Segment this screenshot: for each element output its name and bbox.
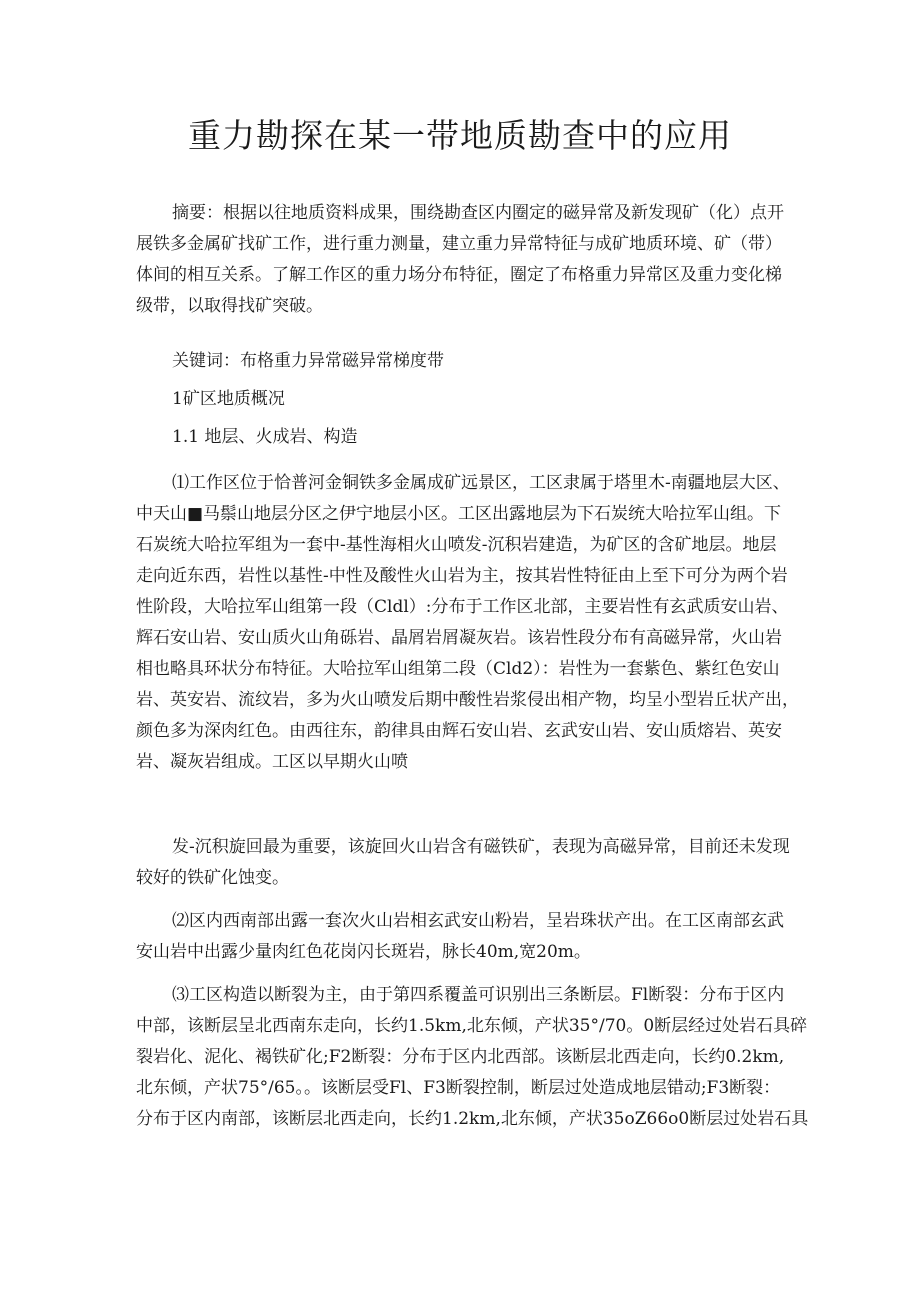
paragraph-line: 北东倾，产状75°/65。。该断层受Fl、F3断裂控制，断层过处造成地层错动;F3断裂： — [136, 1078, 781, 1098]
paragraph-line: 分布于区内南部，该断层北西走向，长约1.2km,北东倾，产状35oZ66o0断层过处岩石具 — [136, 1109, 809, 1129]
paragraph-1-continued — [136, 832, 796, 894]
paragraph-line: 性阶段，大哈拉军山组第一段（Cldl）:分布于工作区北部，主要岩性有玄武质安山岩、 — [136, 597, 789, 617]
abstract-paragraph — [136, 198, 796, 322]
paragraph-line: 石炭统大哈拉军组为一套中-基性海相火山喷发-沉积岩建造，为矿区的含矿地层。地层 — [136, 535, 777, 555]
paragraph-line: ⑶工区构造以断裂为主，由于第四系覆盖可识别出三条断层。Fl断裂：分布于区内 — [172, 985, 785, 1005]
subsection-heading — [136, 422, 796, 453]
paragraph-line: ⑵区内西南部出露一套次火山岩相玄武安山粉岩，呈岩珠状产出。在工区南部玄武 — [172, 911, 784, 931]
paragraph-line: 中部，该断层呈北西南东走向，长约1.5km,北东倾，产状35°/70。0断层经过处岩石具碎 — [136, 1016, 808, 1036]
section-1-heading: 1矿区地质概况 — [172, 389, 285, 409]
abstract-line: 展铁多金属矿找矿工作，进行重力测量，建立重力异常特征与成矿地质环境、矿（带） — [136, 234, 782, 254]
document-title: 重力勘探在某一带地质勘查中的应用 — [188, 116, 732, 155]
paragraph-line: 岩、英安岩、流纹岩，多为火山喷发后期中酸性岩浆侵出相产物，均呈小型岩丘状产出， — [136, 690, 799, 710]
paragraph-line: 中天山■马鬃山地层分区之伊宁地层小区。工区出露地层为下石炭统大哈拉军山组。下 — [136, 504, 782, 524]
paragraph-line: 走向近东西，岩性以基性-中性及酸性火山岩为主，按其岩性特征由上至下可分为两个岩 — [136, 566, 788, 586]
paragraph-1 — [136, 468, 799, 778]
keywords-line: 关键词：布格重力异常磁异常梯度带 — [172, 351, 444, 371]
abstract-line: 级带，以取得找矿突破。 — [136, 296, 323, 316]
paragraph-line: ⑴工作区位于恰普河金铜铁多金属成矿远景区，工区隶属于塔里木-南疆地层大区、 — [172, 473, 790, 493]
paragraph-line: 岩、凝灰岩组成。工区以早期火山喷 — [136, 752, 408, 772]
paragraph-line: 相也略具环状分布特征。大哈拉军山组第二段（Cld2）：岩性为一套紫色、紫红色安山 — [136, 659, 780, 679]
abstract-line: 体间的相互关系。了解工作区的重力场分布特征，圈定了布格重力异常区及重力变化梯 — [136, 265, 782, 285]
paragraph-3 — [136, 980, 809, 1135]
paragraph-2 — [136, 906, 796, 968]
keywords-paragraph — [136, 346, 796, 377]
paragraph-line: 裂岩化、泥化、褐铁矿化;F2断裂：分布于区内北西部。该断层北西走向，长约0.2km, — [136, 1047, 785, 1067]
paragraph-line: 较好的铁矿化蚀变。 — [136, 868, 289, 888]
paragraph-line: 辉石安山岩、安山质火山角砾岩、晶屑岩屑凝灰岩。该岩性段分布有高磁异常，火山岩 — [136, 628, 782, 648]
paragraph-line: 颜色多为深肉红色。由西往东，韵律具由辉石安山岩、玄武安山岩、安山质熔岩、英安 — [136, 721, 782, 741]
paragraph-line: 安山岩中出露少量肉红色花岗闪长斑岩，脉长40m,宽20m。 — [136, 942, 591, 962]
section-heading — [136, 384, 796, 415]
abstract-line: 摘要：根据以往地质资料成果，围绕勘查区内圈定的磁异常及新发现矿（化）点开 — [172, 203, 784, 223]
section-1-1-heading: 1.1 地层、火成岩、构造 — [172, 427, 358, 447]
paragraph-line: 发-沉积旋回最为重要，该旋回火山岩含有磁铁矿，表现为高磁异常，目前还未发现 — [172, 837, 790, 857]
